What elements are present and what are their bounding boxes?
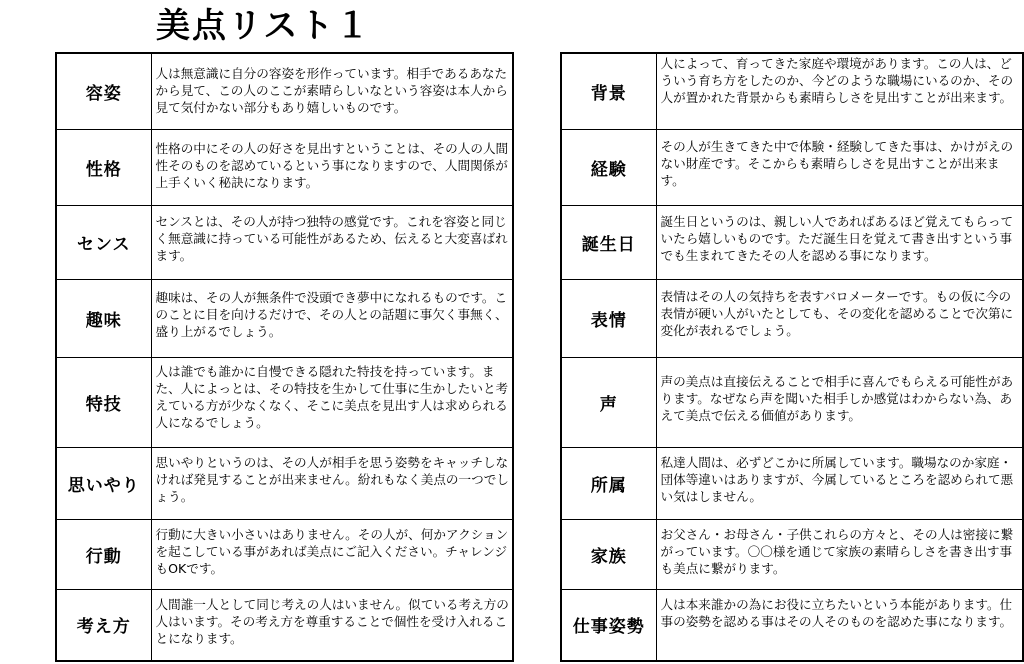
right-list-table [560, 52, 1024, 662]
item-label: 行動 [56, 519, 151, 589]
list-row [561, 357, 1023, 447]
item-label: 誕生日 [561, 205, 656, 279]
item-description: 人によって、育ってきた家庭や環境があります。この人は、どういう育ち方をしたのか、今どのような職場にいるのか、その人が置かれた背景からも素晴らしさを見出すことが出来ます。 [656, 53, 1023, 129]
list-row [561, 519, 1023, 589]
list-row [56, 279, 513, 357]
item-description: 人は誰でも誰かに自慢できる隠れた特技を持っています。また、人によっとは、その特技を生かして仕事に生かしたいと考えている方が少なくなく、そこに美点を見出す人は求められる人になるでしょう。 [151, 357, 513, 447]
item-description: 誕生日というのは、親しい人であればあるほど覚えてもらっていたら嬉しいものです。ただ誕生日を覚えて書き出すという事でも生まれてきたその人を認める事になります。 [656, 205, 1023, 279]
item-description: 性格の中にその人の好さを見出すということは、その人の人間性そのものを認めているという事になりますので、人間関係が上手くいく秘訣になります。 [151, 129, 513, 205]
item-label: 声 [561, 357, 656, 447]
item-label: 表情 [561, 279, 656, 357]
item-label: 所属 [561, 447, 656, 519]
list-row [561, 53, 1023, 129]
item-description: 表情はその人の気持ちを表すバロメーターです。もの仮に今の表情が硬い人がいたとしても、その変化を認めることで次第に変化が表れるでしょう。 [656, 279, 1023, 357]
item-description: 思いやりというのは、その人が相手を思う姿勢をキャッチしなければ発見することが出来ません。紛れもなく美点の一つでしょう。 [151, 447, 513, 519]
list-row [561, 447, 1023, 519]
item-description: 行動に大きい小さいはありません。その人が、何かアクションを起こしている事があれば美点にご記入ください。チャレンジもOKです。 [151, 519, 513, 589]
item-label: 背景 [561, 53, 656, 129]
list-row [561, 205, 1023, 279]
list-row [56, 53, 513, 129]
left-list-table [55, 52, 514, 662]
item-description: 人間誰一人として同じ考えの人はいません。似ている考え方の人はいます。その考え方を尊重することで個性を受け入れることになります。 [151, 589, 513, 661]
list-row [56, 519, 513, 589]
item-label: 考え方 [56, 589, 151, 661]
item-description: お父さん・お母さん・子供これらの方々と、その人は密接に繋がっています。〇〇様を通じて家族の素晴らしさを書き出す事も美点に繋がります。 [656, 519, 1023, 589]
item-label: 思いやり [56, 447, 151, 519]
item-description: 私達人間は、必ずどこかに所属しています。職場なのか家庭・団体等違いはありますが、今属しているところを認められて悪い気はしません。 [656, 447, 1023, 519]
item-label: 容姿 [56, 53, 151, 129]
page-title: 美点リスト１ [156, 6, 372, 46]
list-row [561, 129, 1023, 205]
item-description: 人は本来誰かの為にお役に立ちたいという本能があります。仕事の姿勢を認める事はその人そのものを認めた事になります。 [656, 589, 1023, 661]
item-description: センスとは、その人が持つ独特の感覚です。これを容姿と同じく無意識に持っている可能性があるため、伝えると大変喜ばれます。 [151, 205, 513, 279]
item-description: 声の美点は直接伝えることで相手に喜んでもらえる可能性があります。なぜなら声を聞いた相手しか感覚はわからない為、あえて美点で伝える価値があります。 [656, 357, 1023, 447]
item-label: センス [56, 205, 151, 279]
item-description: 人は無意識に自分の容姿を形作っています。相手であるあなたから見て、この人のここが素晴らしいなという容姿は本人から見て気付かない部分もあり嬉しいものです。 [151, 53, 513, 129]
item-description: その人が生きてきた中で体験・経験してきた事は、かけがえのない財産です。そこからも素晴らしさを見出すことが出来ます。 [656, 129, 1023, 205]
item-label: 仕事姿勢 [561, 589, 656, 661]
list-row [56, 357, 513, 447]
list-row [56, 589, 513, 661]
item-label: 趣味 [56, 279, 151, 357]
item-label: 家族 [561, 519, 656, 589]
list-row [561, 279, 1023, 357]
item-label: 経験 [561, 129, 656, 205]
list-row [56, 205, 513, 279]
list-row [561, 589, 1023, 661]
item-label: 特技 [56, 357, 151, 447]
item-description: 趣味は、その人が無条件で没頭でき夢中になれるものです。このことに目を向けるだけで、その人との話題に事欠く事無く、盛り上がるでしょう。 [151, 279, 513, 357]
list-row [56, 129, 513, 205]
item-label: 性格 [56, 129, 151, 205]
list-row [56, 447, 513, 519]
